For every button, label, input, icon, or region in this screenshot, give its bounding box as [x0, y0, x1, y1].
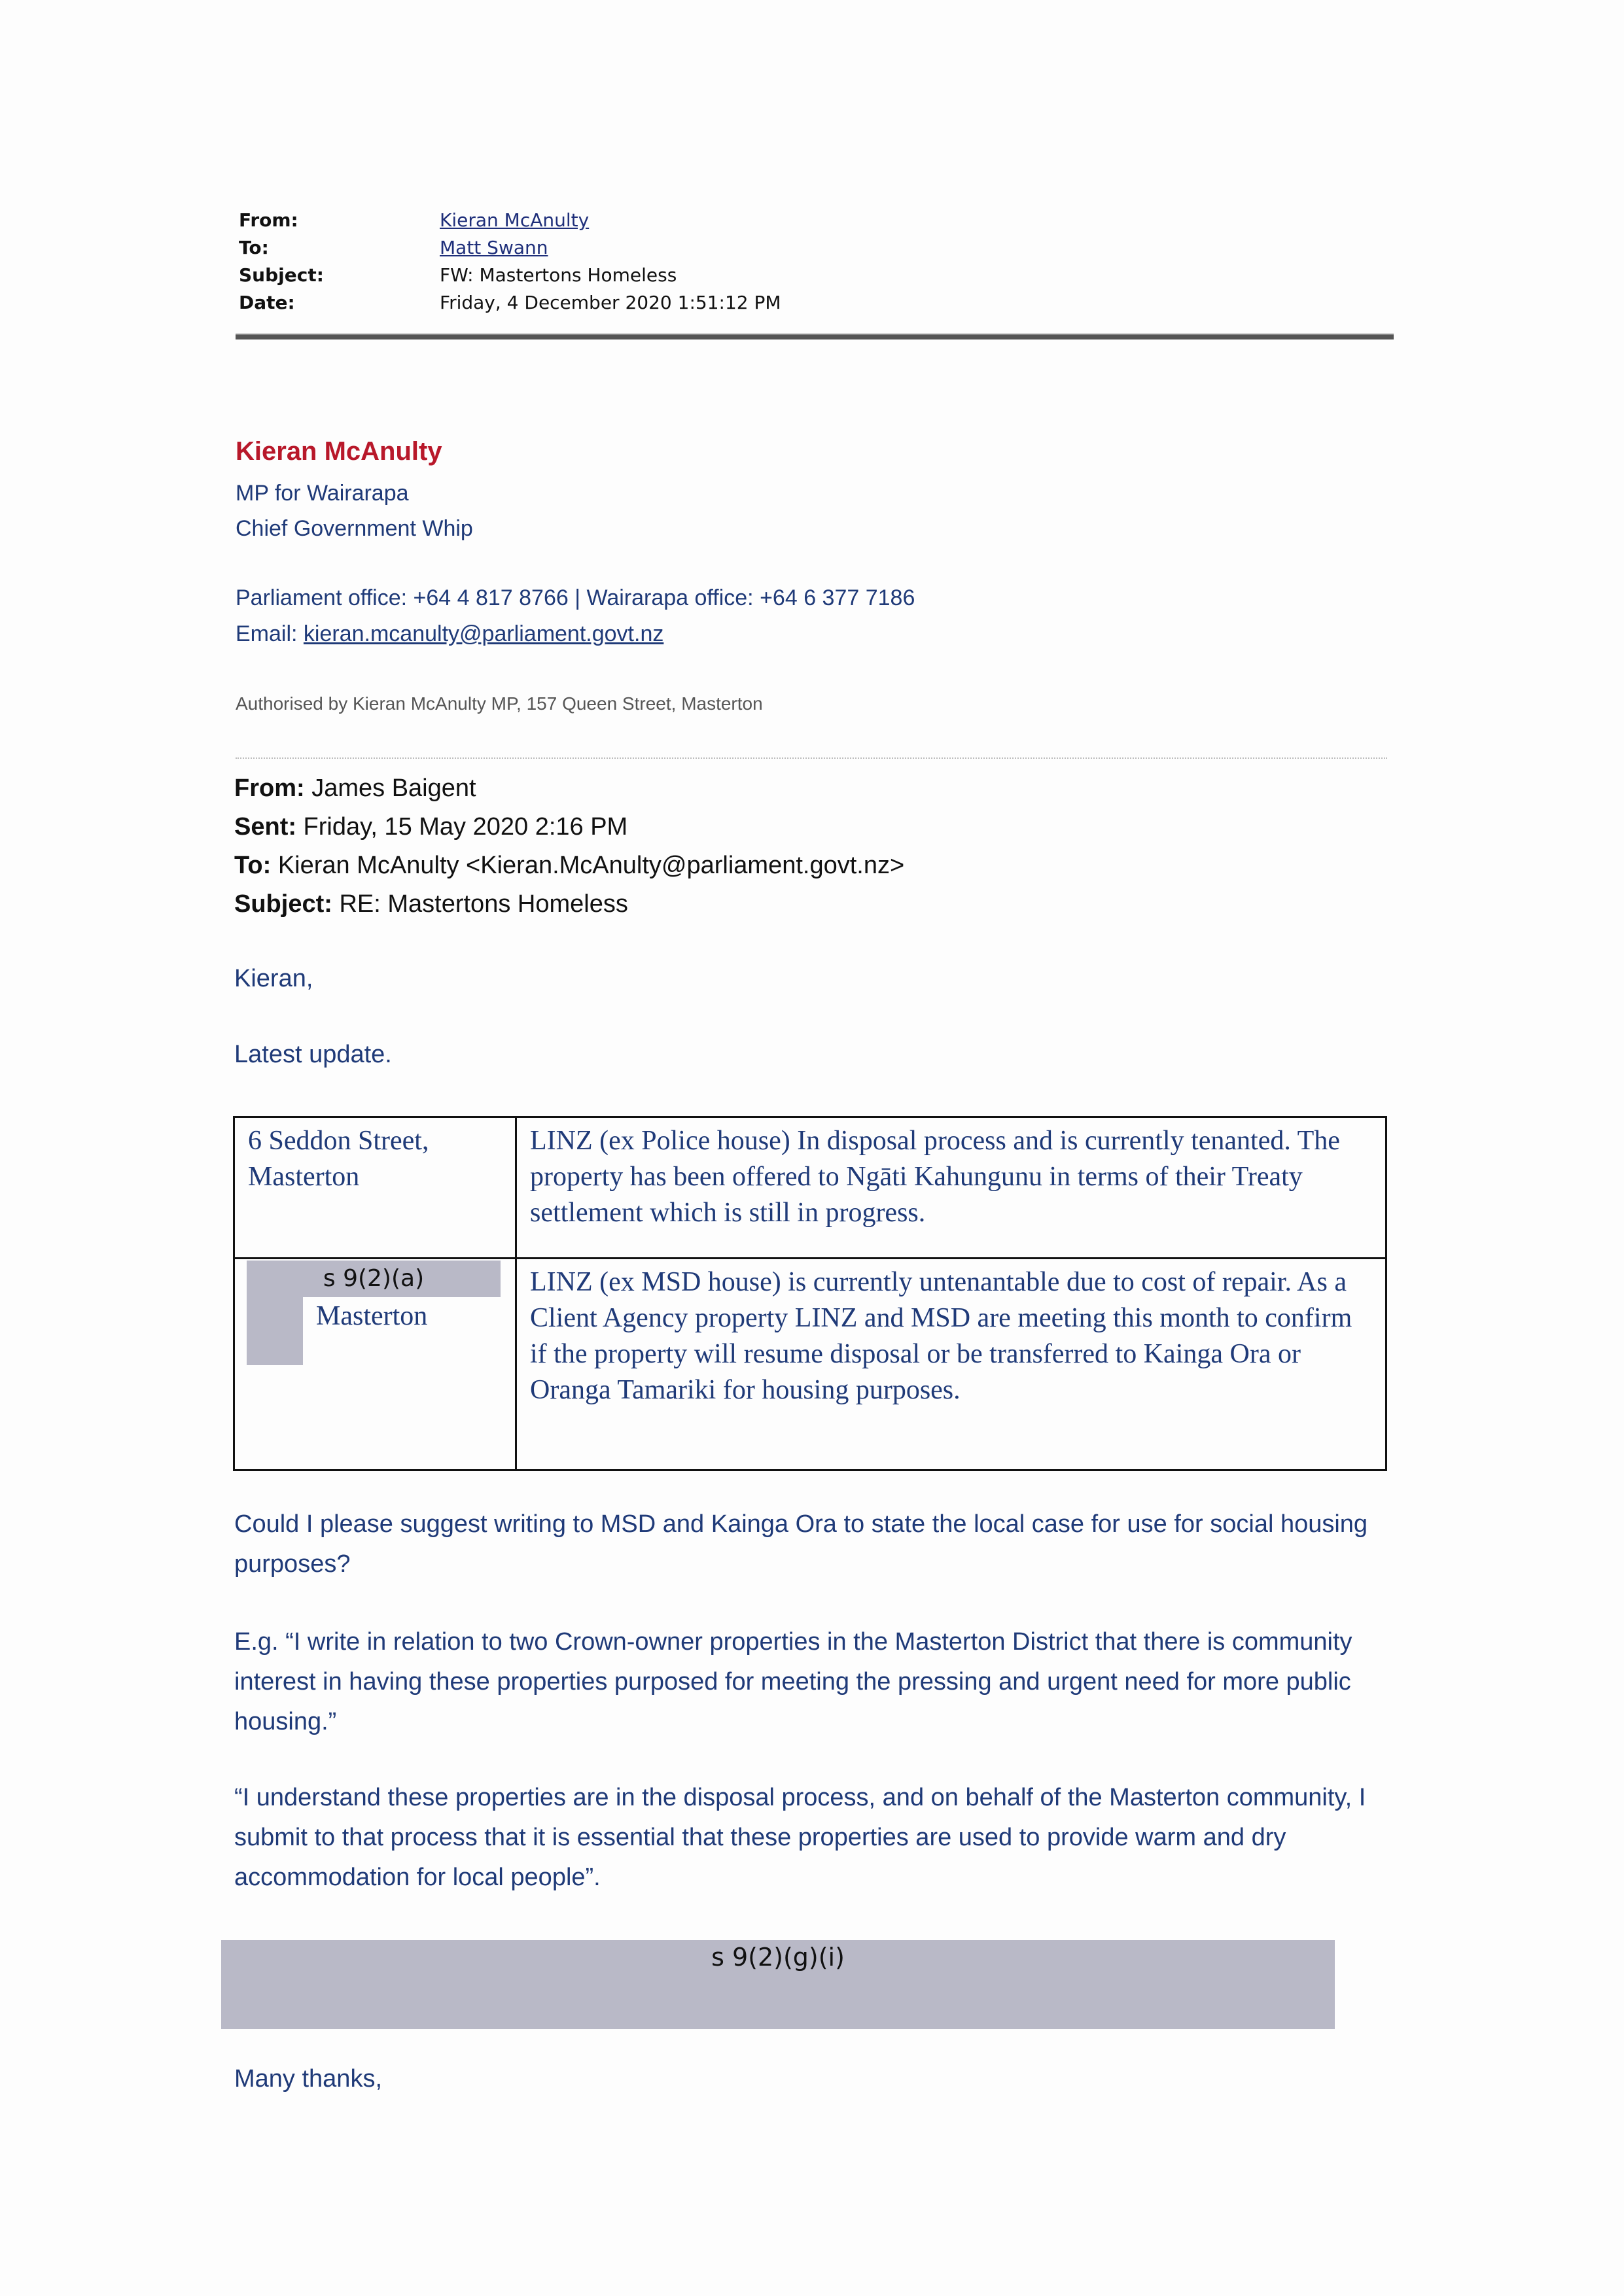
example-paragraph: E.g. “I write in relation to two Crown-owner properties in the Masterton District that there is community interest in having these properties purposed for meeting the pressing and urgent need for more public housing.”	[234, 1628, 1352, 1735]
address-cell	[234, 1259, 516, 1470]
suggestion-paragraph: Could I please suggest writing to MSD and Kainga Ora to state the local case for use for social housing purposes?	[234, 1510, 1368, 1578]
subject-value: FW: Mastertons Homeless	[440, 264, 677, 286]
from-link[interactable]: Kieran McAnulty	[440, 209, 590, 231]
redaction-block: s 9(2)(a)	[247, 1261, 501, 1297]
signature-name: Kieran McAnulty	[236, 437, 442, 466]
email-link[interactable]: kieran.mcanulty@parliament.govt.nz	[303, 621, 664, 646]
fwd-sent	[234, 813, 627, 841]
to-label: To:	[239, 237, 269, 258]
signature-title: Chief Government Whip	[236, 516, 473, 541]
fwd-sent-label: Sent:	[234, 813, 296, 841]
signature-phones: Parliament office: +64 4 817 8766 | Wairarapa office: +64 6 377 7186	[236, 585, 915, 610]
fwd-to-value: Kieran McAnulty <Kieran.McAnulty@parliament.govt.nz>	[271, 852, 905, 879]
redaction-block-small	[247, 1297, 303, 1365]
fwd-from-label: From:	[234, 774, 305, 802]
address-city-row	[235, 1297, 515, 1336]
intro-text: Latest update.	[234, 1041, 392, 1068]
from-label: From:	[239, 209, 298, 231]
description-cell: LINZ (ex Police house) In disposal process and is currently tenanted. The property has been offered to Ngāti Kahungunu in terms of their Treaty settlement which is still in progress.	[516, 1117, 1386, 1259]
fwd-subject-label: Subject:	[234, 890, 332, 918]
date-value: Friday, 4 December 2020 1:51:12 PM	[440, 292, 781, 313]
authorised-note: Authorised by Kieran McAnulty MP, 157 Queen Street, Masterton	[236, 693, 763, 714]
fwd-to	[234, 852, 904, 880]
subject-label: Subject:	[239, 264, 324, 286]
closing: Many thanks,	[234, 2065, 382, 2093]
date-label: Date:	[239, 292, 295, 313]
property-table	[233, 1116, 1387, 1471]
signature-divider	[236, 757, 1387, 759]
fwd-to-label: To:	[234, 852, 272, 879]
address-cell: 6 Seddon Street, Masterton	[234, 1117, 516, 1259]
email-label: Email:	[236, 621, 304, 646]
fwd-sent-value: Friday, 15 May 2020 2:16 PM	[296, 813, 628, 841]
fwd-from-value: James Baigent	[304, 774, 476, 802]
table-row	[234, 1259, 1386, 1470]
table-row	[234, 1117, 1386, 1259]
redaction-label: s 9(2)(g)(i)	[711, 1943, 845, 1972]
fwd-subject-value: RE: Mastertons Homeless	[332, 890, 628, 918]
redaction-box	[221, 1940, 1335, 2029]
fwd-subject	[234, 890, 628, 918]
to-link[interactable]: Matt Swann	[440, 237, 548, 258]
signature-role: MP for Wairarapa	[236, 481, 409, 506]
fwd-from	[234, 774, 476, 803]
header-divider	[236, 334, 1394, 339]
address-city: Masterton	[316, 1301, 428, 1331]
greeting: Kieran,	[234, 965, 313, 992]
description-cell: LINZ (ex MSD house) is currently untenantable due to cost of repair. As a Client Agency property LINZ and MSD are meeting this month to confirm if the property will resume disposal or be transferred to Kainga Ora or Oranga Tamariki for housing purposes.	[516, 1259, 1386, 1470]
signature-email-line	[236, 621, 663, 647]
quote-paragraph: “I understand these properties are in the disposal process, and on behalf of the Masterton community, I submit to that process that it is essential that these properties are used to provide warm and dry accommodation for local people”.	[234, 1784, 1366, 1891]
